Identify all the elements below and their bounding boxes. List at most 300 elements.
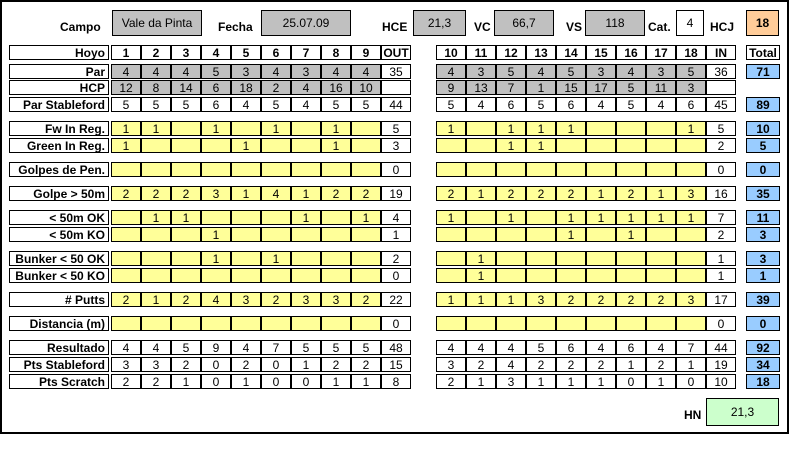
vs-field[interactable]: 118 bbox=[585, 10, 645, 36]
golpe-50m-hole-17[interactable]: 1 bbox=[646, 186, 676, 201]
pts-stableford-hole-18[interactable]: 1 bbox=[676, 357, 706, 372]
golpe-50m-hole-16[interactable]: 2 bbox=[616, 186, 646, 201]
golpe-50m-hole-3[interactable]: 2 bbox=[171, 186, 201, 201]
putts-hole-12[interactable]: 1 bbox=[496, 292, 526, 307]
golpes-de-pen-hole-11[interactable] bbox=[466, 162, 496, 177]
golpe-50m-in: 16 bbox=[706, 186, 736, 201]
bunker-50-ok-hole-17[interactable] bbox=[646, 251, 676, 266]
50m-ok-hole-9[interactable]: 1 bbox=[351, 210, 381, 225]
resultado-hole-12[interactable]: 4 bbox=[496, 340, 526, 355]
golpes-de-pen-hole-7[interactable] bbox=[291, 162, 321, 177]
hcp-hole-2: 8 bbox=[141, 80, 171, 95]
pts-stableford-hole-17[interactable]: 2 bbox=[646, 357, 676, 372]
50m-ok-total: 11 bbox=[746, 210, 780, 225]
golpe-50m-hole-13[interactable]: 2 bbox=[526, 186, 556, 201]
resultado-hole-2[interactable]: 4 bbox=[141, 340, 171, 355]
bunker-50-ok-hole-11[interactable]: 1 bbox=[466, 251, 496, 266]
pts-stableford-hole-14[interactable]: 2 bbox=[556, 357, 586, 372]
50m-ok-hole-14[interactable]: 1 bbox=[556, 210, 586, 225]
putts-hole-10[interactable]: 1 bbox=[436, 292, 466, 307]
distancia-m-hole-6[interactable] bbox=[261, 316, 291, 331]
50m-ok-hole-12[interactable]: 1 bbox=[496, 210, 526, 225]
bunker-50-ko-hole-10[interactable] bbox=[436, 268, 466, 283]
golpes-de-pen-hole-10[interactable] bbox=[436, 162, 466, 177]
pts-scratch-hole-13[interactable]: 1 bbox=[526, 374, 556, 389]
50m-ko-hole-14[interactable]: 1 bbox=[556, 227, 586, 242]
50m-ok-hole-16[interactable]: 1 bbox=[616, 210, 646, 225]
golpes-de-pen-total: 0 bbox=[746, 162, 780, 177]
bunker-50-ok-hole-9[interactable] bbox=[351, 251, 381, 266]
bunker-50-ko-hole-7[interactable] bbox=[291, 268, 321, 283]
50m-ko-hole-5[interactable] bbox=[231, 227, 261, 242]
par-stableford-hole-14: 6 bbox=[556, 97, 586, 112]
resultado-hole-16[interactable]: 6 bbox=[616, 340, 646, 355]
pts-stableford-hole-4[interactable]: 0 bbox=[201, 357, 231, 372]
resultado-hole-18[interactable]: 7 bbox=[676, 340, 706, 355]
pts-scratch-hole-18[interactable]: 0 bbox=[676, 374, 706, 389]
pts-stableford-hole-5[interactable]: 2 bbox=[231, 357, 261, 372]
hole-header-17: 17 bbox=[646, 45, 676, 60]
row-label-distancia-m: Distancia (m) bbox=[9, 316, 109, 331]
50m-ko-hole-2[interactable] bbox=[141, 227, 171, 242]
green-in-reg-hole-5[interactable]: 1 bbox=[231, 138, 261, 153]
fw-in-reg-hole-1[interactable]: 1 bbox=[111, 121, 141, 136]
bunker-50-ok-hole-13[interactable] bbox=[526, 251, 556, 266]
bunker-50-ok-hole-1[interactable] bbox=[111, 251, 141, 266]
golpe-50m-hole-12[interactable]: 2 bbox=[496, 186, 526, 201]
50m-ko-hole-17[interactable] bbox=[646, 227, 676, 242]
bunker-50-ok-total: 3 bbox=[746, 251, 780, 266]
50m-ok-hole-2[interactable]: 1 bbox=[141, 210, 171, 225]
pts-scratch-hole-1[interactable]: 2 bbox=[111, 374, 141, 389]
green-in-reg-hole-6[interactable] bbox=[261, 138, 291, 153]
bunker-50-ok-hole-18[interactable] bbox=[676, 251, 706, 266]
green-in-reg-hole-7[interactable] bbox=[291, 138, 321, 153]
50m-ok-hole-4[interactable] bbox=[201, 210, 231, 225]
hole-header-13: 13 bbox=[526, 45, 556, 60]
distancia-m-total: 0 bbox=[746, 316, 780, 331]
green-in-reg-hole-13[interactable]: 1 bbox=[526, 138, 556, 153]
50m-ko-hole-6[interactable] bbox=[261, 227, 291, 242]
fw-in-reg-hole-4[interactable]: 1 bbox=[201, 121, 231, 136]
fw-in-reg-hole-5[interactable] bbox=[231, 121, 261, 136]
pts-scratch-hole-7[interactable]: 0 bbox=[291, 374, 321, 389]
par-stableford-hole-3: 5 bbox=[171, 97, 201, 112]
hole-header-6: 6 bbox=[261, 45, 291, 60]
putts-hole-11[interactable]: 1 bbox=[466, 292, 496, 307]
hcp-hole-5: 18 bbox=[231, 80, 261, 95]
green-in-reg-hole-17[interactable] bbox=[646, 138, 676, 153]
golpes-de-pen-out: 0 bbox=[381, 162, 411, 177]
bunker-50-ko-hole-15[interactable] bbox=[586, 268, 616, 283]
pts-scratch-hole-4[interactable]: 0 bbox=[201, 374, 231, 389]
golpes-de-pen-hole-1[interactable] bbox=[111, 162, 141, 177]
fw-in-reg-hole-3[interactable] bbox=[171, 121, 201, 136]
50m-ok-hole-7[interactable]: 1 bbox=[291, 210, 321, 225]
putts-hole-16[interactable]: 2 bbox=[616, 292, 646, 307]
bunker-50-ok-hole-7[interactable] bbox=[291, 251, 321, 266]
hn-field[interactable]: 21,3 bbox=[706, 398, 779, 426]
golpes-de-pen-hole-18[interactable] bbox=[676, 162, 706, 177]
par-stableford-hole-13: 5 bbox=[526, 97, 556, 112]
pts-scratch-hole-5[interactable]: 1 bbox=[231, 374, 261, 389]
distancia-m-hole-15[interactable] bbox=[586, 316, 616, 331]
resultado-hole-10[interactable]: 4 bbox=[436, 340, 466, 355]
green-in-reg-hole-10[interactable] bbox=[436, 138, 466, 153]
50m-ko-hole-13[interactable] bbox=[526, 227, 556, 242]
50m-ko-hole-7[interactable] bbox=[291, 227, 321, 242]
golpes-de-pen-hole-4[interactable] bbox=[201, 162, 231, 177]
50m-ok-hole-11[interactable] bbox=[466, 210, 496, 225]
resultado-hole-5[interactable]: 4 bbox=[231, 340, 261, 355]
distancia-m-hole-1[interactable] bbox=[111, 316, 141, 331]
fecha-field[interactable]: 25.07.09 bbox=[261, 10, 351, 36]
pts-scratch-hole-17[interactable]: 1 bbox=[646, 374, 676, 389]
row-label-pts-scratch: Pts Scratch bbox=[9, 374, 109, 389]
distancia-m-hole-4[interactable] bbox=[201, 316, 231, 331]
50m-ok-hole-8[interactable] bbox=[321, 210, 351, 225]
bunker-50-ok-hole-6[interactable]: 1 bbox=[261, 251, 291, 266]
pts-scratch-hole-12[interactable]: 3 bbox=[496, 374, 526, 389]
par-stableford-hole-17: 4 bbox=[646, 97, 676, 112]
golpe-50m-hole-2[interactable]: 2 bbox=[141, 186, 171, 201]
50m-ko-hole-11[interactable] bbox=[466, 227, 496, 242]
putts-hole-6[interactable]: 2 bbox=[261, 292, 291, 307]
fw-in-reg-hole-17[interactable] bbox=[646, 121, 676, 136]
bunker-50-ko-hole-3[interactable] bbox=[171, 268, 201, 283]
pts-scratch-hole-10[interactable]: 2 bbox=[436, 374, 466, 389]
bunker-50-ok-hole-12[interactable] bbox=[496, 251, 526, 266]
campo-label: Campo bbox=[60, 20, 101, 34]
pts-scratch-hole-8[interactable]: 1 bbox=[321, 374, 351, 389]
cat-field[interactable]: 4 bbox=[676, 10, 704, 36]
golpe-50m-total: 35 bbox=[746, 186, 780, 201]
bunker-50-ok-hole-2[interactable] bbox=[141, 251, 171, 266]
putts-out: 22 bbox=[381, 292, 411, 307]
par-hole-15: 3 bbox=[586, 64, 616, 79]
bunker-50-ko-hole-13[interactable] bbox=[526, 268, 556, 283]
pts-scratch-hole-14[interactable]: 1 bbox=[556, 374, 586, 389]
fw-in-reg-hole-7[interactable] bbox=[291, 121, 321, 136]
fw-in-reg-hole-6[interactable]: 1 bbox=[261, 121, 291, 136]
row-label-par-stableford: Par Stableford bbox=[9, 97, 109, 112]
par-hole-1: 4 bbox=[111, 64, 141, 79]
bunker-50-ok-hole-8[interactable] bbox=[321, 251, 351, 266]
fw-in-reg-hole-13[interactable]: 1 bbox=[526, 121, 556, 136]
pts-stableford-hole-12[interactable]: 4 bbox=[496, 357, 526, 372]
pts-scratch-hole-3[interactable]: 1 bbox=[171, 374, 201, 389]
pts-scratch-hole-2[interactable]: 2 bbox=[141, 374, 171, 389]
pts-stableford-hole-15[interactable]: 2 bbox=[586, 357, 616, 372]
fw-in-reg-hole-9[interactable] bbox=[351, 121, 381, 136]
fw-in-reg-hole-14[interactable]: 1 bbox=[556, 121, 586, 136]
distancia-m-hole-7[interactable] bbox=[291, 316, 321, 331]
row-label-golpes-de-pen: Golpes de Pen. bbox=[9, 162, 109, 177]
pts-scratch-hole-9[interactable]: 1 bbox=[351, 374, 381, 389]
golpes-de-pen-hole-12[interactable] bbox=[496, 162, 526, 177]
hole-header-3: 3 bbox=[171, 45, 201, 60]
bunker-50-ko-hole-12[interactable] bbox=[496, 268, 526, 283]
50m-ok-hole-13[interactable] bbox=[526, 210, 556, 225]
golpes-de-pen-hole-14[interactable] bbox=[556, 162, 586, 177]
bunker-50-ok-hole-5[interactable] bbox=[231, 251, 261, 266]
par-stableford-hole-15: 4 bbox=[586, 97, 616, 112]
golpes-de-pen-hole-2[interactable] bbox=[141, 162, 171, 177]
green-in-reg-hole-9[interactable] bbox=[351, 138, 381, 153]
golpe-50m-hole-5[interactable]: 1 bbox=[231, 186, 261, 201]
50m-ok-hole-6[interactable] bbox=[261, 210, 291, 225]
bunker-50-ko-hole-16[interactable] bbox=[616, 268, 646, 283]
putts-hole-7[interactable]: 3 bbox=[291, 292, 321, 307]
in-header: IN bbox=[706, 45, 736, 60]
golpe-50m-hole-15[interactable]: 1 bbox=[586, 186, 616, 201]
pts-scratch-out: 8 bbox=[381, 374, 411, 389]
50m-ko-hole-10[interactable] bbox=[436, 227, 466, 242]
putts-hole-2[interactable]: 1 bbox=[141, 292, 171, 307]
bunker-50-ok-hole-10[interactable] bbox=[436, 251, 466, 266]
resultado-hole-6[interactable]: 7 bbox=[261, 340, 291, 355]
green-in-reg-hole-15[interactable] bbox=[586, 138, 616, 153]
resultado-hole-4[interactable]: 9 bbox=[201, 340, 231, 355]
pts-stableford-hole-1[interactable]: 3 bbox=[111, 357, 141, 372]
pts-scratch-hole-6[interactable]: 0 bbox=[261, 374, 291, 389]
putts-hole-5[interactable]: 3 bbox=[231, 292, 261, 307]
row-label-50m-ko: < 50m KO bbox=[9, 227, 109, 242]
fw-in-reg-in: 5 bbox=[706, 121, 736, 136]
bunker-50-ko-hole-8[interactable] bbox=[321, 268, 351, 283]
golpe-50m-hole-8[interactable]: 2 bbox=[321, 186, 351, 201]
50m-ok-hole-15[interactable]: 1 bbox=[586, 210, 616, 225]
pts-stableford-out: 15 bbox=[381, 357, 411, 372]
bunker-50-ko-hole-11[interactable]: 1 bbox=[466, 268, 496, 283]
pts-stableford-hole-7[interactable]: 1 bbox=[291, 357, 321, 372]
par-stableford-hole-11: 4 bbox=[466, 97, 496, 112]
50m-ko-hole-9[interactable] bbox=[351, 227, 381, 242]
pts-stableford-hole-3[interactable]: 2 bbox=[171, 357, 201, 372]
golpe-50m-hole-14[interactable]: 2 bbox=[556, 186, 586, 201]
golpes-de-pen-hole-5[interactable] bbox=[231, 162, 261, 177]
par-hole-16: 4 bbox=[616, 64, 646, 79]
par-stableford-in: 45 bbox=[706, 97, 736, 112]
putts-hole-3[interactable]: 2 bbox=[171, 292, 201, 307]
hole-header-10: 10 bbox=[436, 45, 466, 60]
50m-ko-hole-3[interactable] bbox=[171, 227, 201, 242]
fw-in-reg-hole-12[interactable]: 1 bbox=[496, 121, 526, 136]
green-in-reg-hole-16[interactable] bbox=[616, 138, 646, 153]
pts-stableford-hole-9[interactable]: 2 bbox=[351, 357, 381, 372]
golpes-de-pen-hole-9[interactable] bbox=[351, 162, 381, 177]
putts-hole-17[interactable]: 2 bbox=[646, 292, 676, 307]
fw-in-reg-hole-16[interactable] bbox=[616, 121, 646, 136]
50m-ok-hole-17[interactable]: 1 bbox=[646, 210, 676, 225]
fw-in-reg-hole-15[interactable] bbox=[586, 121, 616, 136]
pts-stableford-hole-11[interactable]: 2 bbox=[466, 357, 496, 372]
par-hole-12: 5 bbox=[496, 64, 526, 79]
green-in-reg-hole-2[interactable] bbox=[141, 138, 171, 153]
hcj-field[interactable]: 18 bbox=[746, 10, 779, 36]
pts-scratch-hole-11[interactable]: 1 bbox=[466, 374, 496, 389]
distancia-m-hole-12[interactable] bbox=[496, 316, 526, 331]
distancia-m-hole-17[interactable] bbox=[646, 316, 676, 331]
50m-ko-hole-8[interactable] bbox=[321, 227, 351, 242]
pts-stableford-hole-16[interactable]: 1 bbox=[616, 357, 646, 372]
row-label-par: Par bbox=[9, 64, 109, 79]
bunker-50-ko-hole-5[interactable] bbox=[231, 268, 261, 283]
distancia-m-hole-13[interactable] bbox=[526, 316, 556, 331]
fw-in-reg-hole-10[interactable]: 1 bbox=[436, 121, 466, 136]
resultado-hole-3[interactable]: 5 bbox=[171, 340, 201, 355]
hole-header-16: 16 bbox=[616, 45, 646, 60]
putts-hole-8[interactable]: 3 bbox=[321, 292, 351, 307]
golpes-de-pen-hole-3[interactable] bbox=[171, 162, 201, 177]
distancia-m-hole-18[interactable] bbox=[676, 316, 706, 331]
50m-ko-hole-16[interactable]: 1 bbox=[616, 227, 646, 242]
putts-hole-15[interactable]: 2 bbox=[586, 292, 616, 307]
golpes-de-pen-hole-17[interactable] bbox=[646, 162, 676, 177]
campo-field[interactable]: Vale da Pinta bbox=[112, 10, 202, 36]
par-hole-4: 5 bbox=[201, 64, 231, 79]
golpes-de-pen-hole-8[interactable] bbox=[321, 162, 351, 177]
fw-in-reg-hole-18[interactable]: 1 bbox=[676, 121, 706, 136]
fecha-label: Fecha bbox=[218, 20, 253, 34]
distancia-m-hole-5[interactable] bbox=[231, 316, 261, 331]
putts-hole-14[interactable]: 2 bbox=[556, 292, 586, 307]
green-in-reg-hole-1[interactable]: 1 bbox=[111, 138, 141, 153]
par-stableford-hole-4: 6 bbox=[201, 97, 231, 112]
row-label-50m-ok: < 50m OK bbox=[9, 210, 109, 225]
golpe-50m-hole-1[interactable]: 2 bbox=[111, 186, 141, 201]
golpes-de-pen-hole-16[interactable] bbox=[616, 162, 646, 177]
fw-in-reg-hole-11[interactable] bbox=[466, 121, 496, 136]
50m-ko-hole-4[interactable]: 1 bbox=[201, 227, 231, 242]
putts-hole-18[interactable]: 3 bbox=[676, 292, 706, 307]
bunker-50-ko-hole-14[interactable] bbox=[556, 268, 586, 283]
distancia-m-hole-14[interactable] bbox=[556, 316, 586, 331]
pts-scratch-hole-16[interactable]: 0 bbox=[616, 374, 646, 389]
green-in-reg-hole-8[interactable]: 1 bbox=[321, 138, 351, 153]
putts-hole-9[interactable]: 2 bbox=[351, 292, 381, 307]
50m-ko-hole-12[interactable] bbox=[496, 227, 526, 242]
green-in-reg-hole-18[interactable] bbox=[676, 138, 706, 153]
green-in-reg-hole-4[interactable] bbox=[201, 138, 231, 153]
golpe-50m-hole-11[interactable]: 1 bbox=[466, 186, 496, 201]
resultado-out: 48 bbox=[381, 340, 411, 355]
hce-field[interactable]: 21,3 bbox=[413, 10, 466, 36]
resultado-hole-17[interactable]: 4 bbox=[646, 340, 676, 355]
hole-header-11: 11 bbox=[466, 45, 496, 60]
50m-ok-hole-10[interactable]: 1 bbox=[436, 210, 466, 225]
par-hole-7: 3 bbox=[291, 64, 321, 79]
resultado-hole-11[interactable]: 4 bbox=[466, 340, 496, 355]
hole-header-1: 1 bbox=[111, 45, 141, 60]
golpes-de-pen-hole-13[interactable] bbox=[526, 162, 556, 177]
bunker-50-ko-hole-17[interactable] bbox=[646, 268, 676, 283]
fw-in-reg-hole-2[interactable]: 1 bbox=[141, 121, 171, 136]
golpe-50m-hole-9[interactable]: 2 bbox=[351, 186, 381, 201]
green-in-reg-hole-3[interactable] bbox=[171, 138, 201, 153]
50m-ko-hole-18[interactable] bbox=[676, 227, 706, 242]
50m-ok-hole-5[interactable] bbox=[231, 210, 261, 225]
resultado-hole-7[interactable]: 5 bbox=[291, 340, 321, 355]
distancia-m-hole-10[interactable] bbox=[436, 316, 466, 331]
bunker-50-ko-hole-1[interactable] bbox=[111, 268, 141, 283]
bunker-50-ko-hole-9[interactable] bbox=[351, 268, 381, 283]
distancia-m-hole-9[interactable] bbox=[351, 316, 381, 331]
bunker-50-ok-hole-4[interactable]: 1 bbox=[201, 251, 231, 266]
50m-ok-hole-1[interactable] bbox=[111, 210, 141, 225]
green-in-reg-hole-12[interactable]: 1 bbox=[496, 138, 526, 153]
bunker-50-ok-hole-16[interactable] bbox=[616, 251, 646, 266]
row-label-green-in-reg: Green In Reg. bbox=[9, 138, 109, 153]
distancia-m-hole-11[interactable] bbox=[466, 316, 496, 331]
golpe-50m-hole-4[interactable]: 3 bbox=[201, 186, 231, 201]
bunker-50-ko-hole-18[interactable] bbox=[676, 268, 706, 283]
vc-field[interactable]: 66,7 bbox=[494, 10, 554, 36]
bunker-50-ok-hole-15[interactable] bbox=[586, 251, 616, 266]
resultado-hole-8[interactable]: 5 bbox=[321, 340, 351, 355]
golpe-50m-hole-6[interactable]: 4 bbox=[261, 186, 291, 201]
distancia-m-hole-3[interactable] bbox=[171, 316, 201, 331]
bunker-50-ko-hole-6[interactable] bbox=[261, 268, 291, 283]
golpe-50m-hole-7[interactable]: 1 bbox=[291, 186, 321, 201]
pts-stableford-hole-10[interactable]: 3 bbox=[436, 357, 466, 372]
resultado-hole-15[interactable]: 4 bbox=[586, 340, 616, 355]
resultado-hole-9[interactable]: 5 bbox=[351, 340, 381, 355]
putts-hole-13[interactable]: 3 bbox=[526, 292, 556, 307]
bunker-50-ko-hole-2[interactable] bbox=[141, 268, 171, 283]
green-in-reg-hole-11[interactable] bbox=[466, 138, 496, 153]
bunker-50-ok-hole-3[interactable] bbox=[171, 251, 201, 266]
par-stableford-hole-10: 5 bbox=[436, 97, 466, 112]
pts-scratch-hole-15[interactable]: 1 bbox=[586, 374, 616, 389]
resultado-hole-14[interactable]: 6 bbox=[556, 340, 586, 355]
golpe-50m-out: 19 bbox=[381, 186, 411, 201]
golpe-50m-hole-10[interactable]: 2 bbox=[436, 186, 466, 201]
50m-ko-hole-1[interactable] bbox=[111, 227, 141, 242]
distancia-m-hole-8[interactable] bbox=[321, 316, 351, 331]
bunker-50-ok-hole-14[interactable] bbox=[556, 251, 586, 266]
par-hole-9: 4 bbox=[351, 64, 381, 79]
green-in-reg-out: 3 bbox=[381, 138, 411, 153]
resultado-hole-1[interactable]: 4 bbox=[111, 340, 141, 355]
resultado-hole-13[interactable]: 5 bbox=[526, 340, 556, 355]
fw-in-reg-hole-8[interactable]: 1 bbox=[321, 121, 351, 136]
pts-stableford-hole-6[interactable]: 0 bbox=[261, 357, 291, 372]
50m-ok-in: 7 bbox=[706, 210, 736, 225]
golpes-de-pen-hole-6[interactable] bbox=[261, 162, 291, 177]
row-label-hoyo: Hoyo bbox=[9, 45, 109, 60]
golpes-de-pen-hole-15[interactable] bbox=[586, 162, 616, 177]
50m-ok-hole-3[interactable]: 1 bbox=[171, 210, 201, 225]
golpe-50m-hole-18[interactable]: 3 bbox=[676, 186, 706, 201]
distancia-m-hole-2[interactable] bbox=[141, 316, 171, 331]
putts-hole-4[interactable]: 4 bbox=[201, 292, 231, 307]
pts-stableford-hole-13[interactable]: 2 bbox=[526, 357, 556, 372]
bunker-50-ko-hole-4[interactable] bbox=[201, 268, 231, 283]
pts-stableford-hole-2[interactable]: 3 bbox=[141, 357, 171, 372]
distancia-m-hole-16[interactable] bbox=[616, 316, 646, 331]
pts-stableford-hole-8[interactable]: 2 bbox=[321, 357, 351, 372]
50m-ok-hole-18[interactable]: 1 bbox=[676, 210, 706, 225]
pts-stableford-total: 34 bbox=[746, 357, 780, 372]
50m-ko-hole-15[interactable] bbox=[586, 227, 616, 242]
fw-in-reg-out: 5 bbox=[381, 121, 411, 136]
putts-hole-1[interactable]: 2 bbox=[111, 292, 141, 307]
putts-total: 39 bbox=[746, 292, 780, 307]
green-in-reg-hole-14[interactable] bbox=[556, 138, 586, 153]
hcp-hole-4: 6 bbox=[201, 80, 231, 95]
par-hole-8: 4 bbox=[321, 64, 351, 79]
